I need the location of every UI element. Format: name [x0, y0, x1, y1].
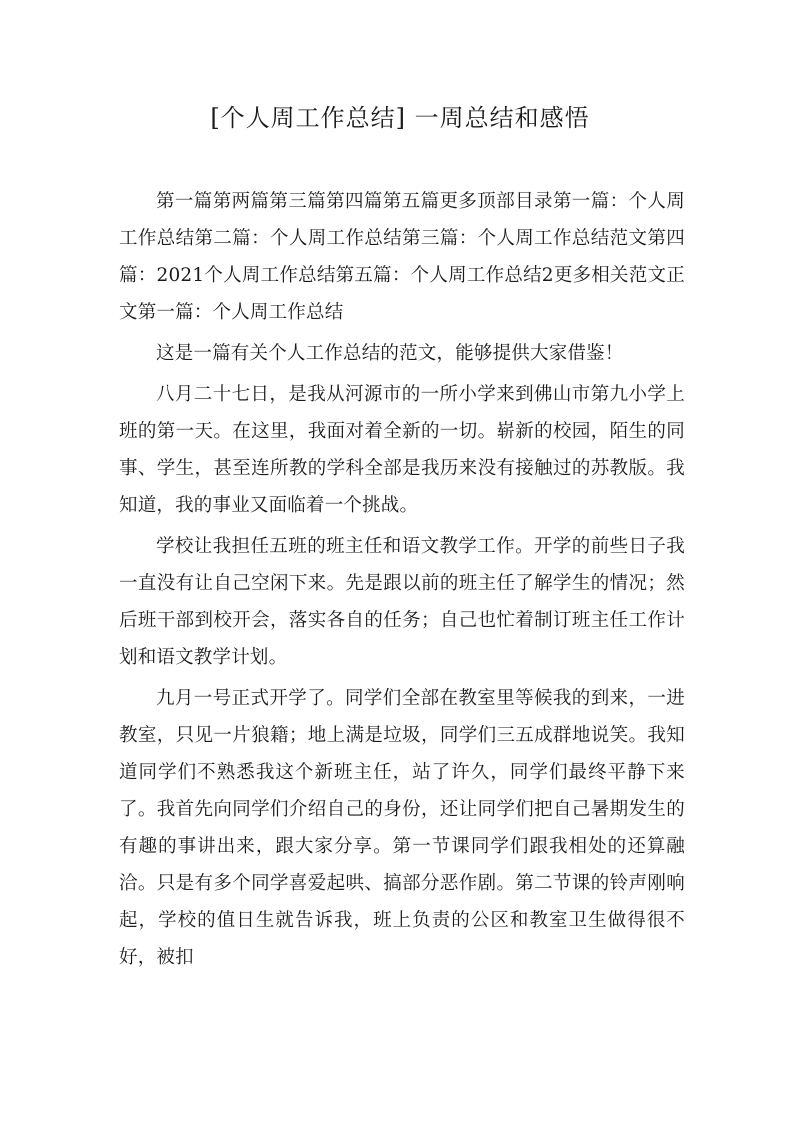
document-title: [个人周工作总结] 一周总结和感悟 [210, 104, 590, 132]
paragraph-first-day: 八月二十七日，是我从河源市的一所小学来到佛山市第九小学上班的第一天。在这里，我面对着全新的一切。崭新的校园，陌生的同事、学生，甚至连所教的学科全部是我历来没有接触过的苏教版。我知道，我的事业又面临着一个挑战。 [119, 384, 685, 516]
paragraph-intro: 这是一篇有关个人工作总结的范文，能够提供大家借鉴！ [156, 343, 624, 364]
document-body [119, 183, 685, 980]
paragraph-class-teacher: 学校让我担任五班的班主任和语文教学工作。开学的前些日子我一直没有让自己空闲下来。先是跟以前的班主任了解学生的情况；然后班干部到校开会，落实各自的任务；自己也忙着制订班主任工作计划和语文教学计划。 [119, 536, 685, 668]
paragraph-table-of-contents: 第一篇第两篇第三篇第四篇第五篇更多顶部目录第一篇：个人周工作总结第二篇：个人周工作总结第三篇：个人周工作总结范文第四篇：2021个人周工作总结第五篇：个人周工作总结2更多相关范文正文第一篇：个人周工作总结 [119, 191, 685, 323]
paragraph-school-start: 九月一号正式开学了。同学们全部在教室里等候我的到来，一进教室，只见一片狼籍；地上满是垃圾，同学们三五成群地说笑。我知道同学们不熟悉我这个新班主任，站了许久，同学们最终平静下来了。我首先向同学们介绍自己的身份，还让同学们把自己暑期发生的有趣的事讲出来，跟大家分享。第一节课同学们跟我相处的还算融洽。只是有多个同学喜爱起哄、搞部分恶作剧。第二节课的铃声刚响起，学校的值日生就告诉我，班上负责的公区和教室卫生做得很不好，被扣 [119, 688, 685, 968]
